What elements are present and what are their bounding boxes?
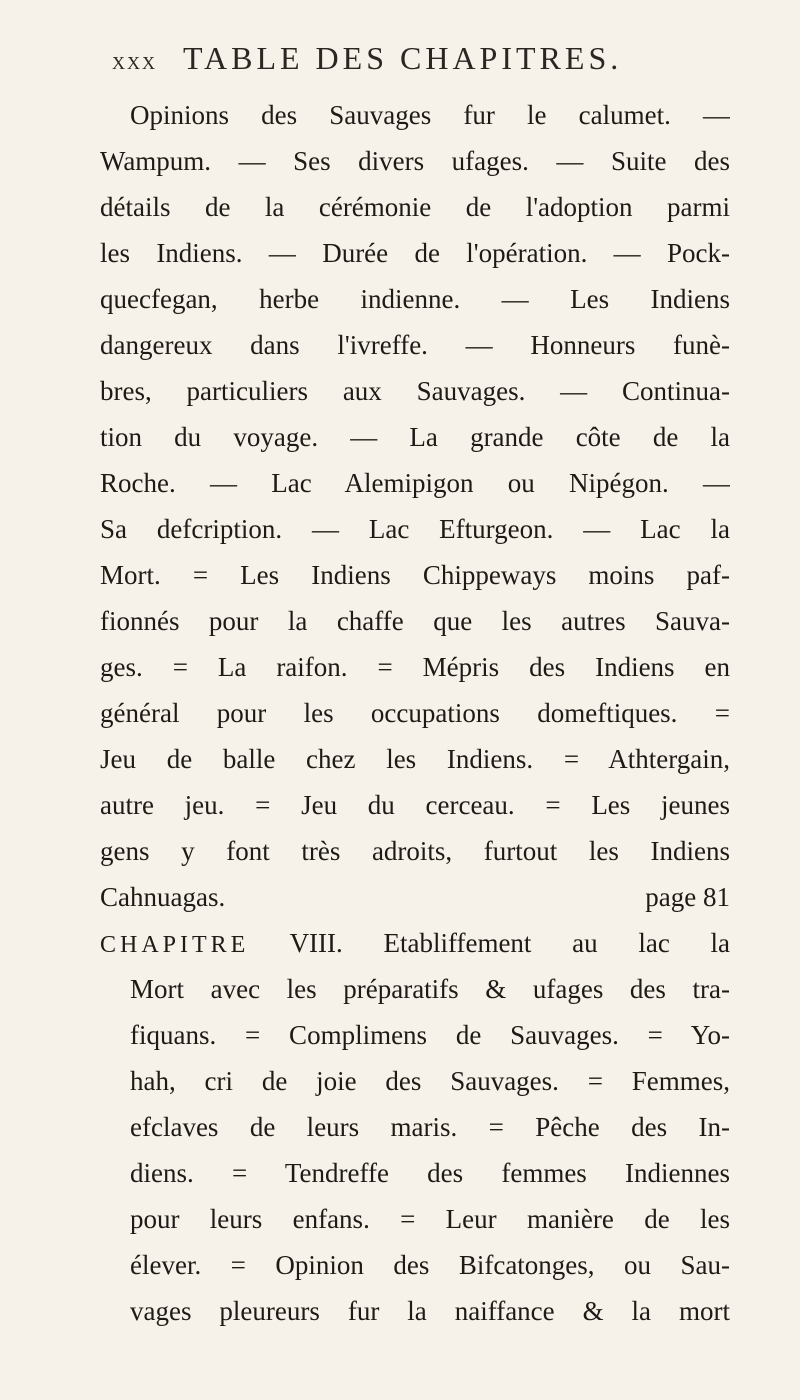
text-line: général pour les occupations domeftiques. = [100, 698, 730, 728]
text-line: fionnés pour la chaffe que les autres Sauva- [100, 606, 730, 636]
text-line: pour leurs enfans. = Leur manière de les [130, 1204, 730, 1234]
text-line: les Indiens. — Durée de l'opération. — Pock- [100, 238, 730, 268]
text-line: hah, cri de joie des Sauvages. = Femmes, [130, 1066, 730, 1096]
table-of-contents-body [100, 92, 730, 1334]
text-line: ges. = La raifon. = Mépris des Indiens en [100, 652, 730, 682]
text-line: Roche. — Lac Alemipigon ou Nipégon. — [100, 468, 730, 498]
text-line: gens y font très adroits, furtout les Indiens [100, 836, 730, 866]
text-line: autre jeu. = Jeu du cerceau. = Les jeunes [100, 790, 730, 820]
page-header [112, 40, 672, 77]
text-line: quecfegan, herbe indienne. — Les Indiens [100, 284, 730, 314]
text-line: dangereux dans l'ivreffe. — Honneurs funè- [100, 330, 730, 360]
chapter-label: CHAPITRE [100, 932, 250, 958]
running-title: TABLE DES CHAPITRES. [183, 40, 623, 76]
text-line: bres, particuliers aux Sauvages. — Continua- [100, 376, 730, 406]
text-line-last [100, 874, 730, 920]
text-line: Wampum. — Ses divers ufages. — Suite des [100, 146, 730, 176]
text-line: Mort avec les préparatifs & ufages des tra- [130, 974, 730, 1004]
chapter-heading-text: VIII. Etabliffement au lac la [289, 928, 730, 958]
text-line: Opinions des Sauvages fur le calumet. — [130, 100, 730, 130]
text-line: élever. = Opinion des Bifcatonges, ou Sau- [130, 1250, 730, 1280]
text-line: Mort. = Les Indiens Chippeways moins paf- [100, 560, 730, 590]
folio-number: XXX [112, 53, 157, 73]
text-line: Jeu de balle chez les Indiens. = Athtergain, [100, 744, 730, 774]
text-line: tion du voyage. — La grande côte de la [100, 422, 730, 452]
text-line: détails de la cérémonie de l'adoption parmi [100, 192, 730, 222]
last-line-text: Cahnuagas. [100, 882, 226, 912]
text-line: fiquans. = Complimens de Sauvages. = Yo- [130, 1020, 730, 1050]
text-line: diens. = Tendreffe des femmes Indiennes [130, 1158, 730, 1188]
page-reference: page 81 [645, 882, 730, 912]
text-line: efclaves de leurs maris. = Pêche des In- [130, 1112, 730, 1142]
chapter-heading-line [100, 920, 730, 966]
text-line: Sa defcription. — Lac Efturgeon. — Lac la [100, 514, 730, 544]
text-line: vages pleureurs fur la naiffance & la mort [130, 1296, 730, 1326]
